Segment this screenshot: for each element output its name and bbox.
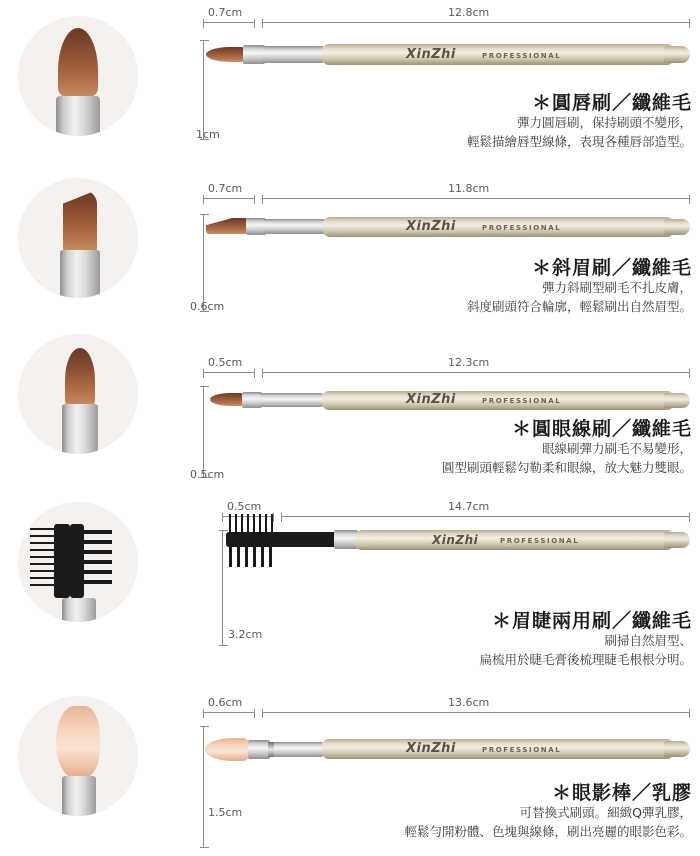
brush-hair-closeup (58, 28, 98, 98)
closeup-image (18, 334, 138, 454)
product-round-lip-brush (0, 0, 700, 168)
comb-tooth (265, 514, 267, 534)
dim-head-line (203, 198, 255, 199)
desc-line-2: 斜度刷頭符合輪廓，輕鬆刷出自然眉型。 (466, 299, 692, 314)
dim-head-line (203, 22, 255, 23)
bristle-row (82, 570, 112, 574)
bristle-row (82, 580, 112, 584)
product-title: ＊圓眼線刷／纖維毛 (511, 418, 692, 440)
brush-ferrule-closeup (60, 250, 100, 298)
brush-ferrule-taper (264, 219, 326, 234)
product-brow-lash-dual-brush (0, 488, 700, 682)
brush-hair-closeup (63, 190, 97, 252)
closeup-round-eyeliner-brush (18, 334, 138, 454)
bristle-row (82, 560, 112, 564)
bristle-row (253, 545, 256, 567)
brush-ferrule-taper (260, 393, 324, 407)
brush-ferrule-taper (274, 742, 324, 757)
desc-line-1: 彈力圓唇刷，保持刷頭不變形， (516, 115, 692, 130)
comb-tooth (30, 556, 56, 558)
product-description (479, 631, 692, 669)
brush-handle-tip (664, 219, 690, 235)
dim-length-line (262, 22, 690, 23)
brand-sub-label: PROFESSIONAL (482, 224, 562, 232)
comb-tooth (30, 584, 56, 586)
brush-ferrule (248, 740, 270, 759)
dim-height-label: 0.5cm (190, 468, 225, 481)
brush-handle-tip (664, 46, 690, 63)
brand-logo: XinZhi (406, 392, 456, 407)
closeup-image (18, 502, 138, 622)
closeup-image (18, 16, 138, 136)
brush-hair (210, 393, 244, 406)
product-description (442, 439, 692, 477)
sponge-tip (205, 738, 251, 761)
comb-tooth (30, 528, 56, 530)
product-eyeshadow-sponge-applicator (0, 682, 700, 856)
dim-height-line (203, 386, 204, 478)
product-title: ＊眉睫兩用刷／纖維毛 (491, 610, 692, 632)
closeup-angled-brow-brush (18, 178, 138, 298)
dim-height-label: 0.6cm (190, 300, 225, 313)
dim-height-label: 1.5cm (208, 806, 243, 819)
brand-logo: XinZhi (432, 533, 479, 547)
comb-tooth (30, 535, 56, 537)
comb-tooth (235, 514, 237, 534)
dim-head-label: 0.7cm (208, 182, 243, 195)
desc-line-2: 圓型刷頭輕鬆勾勒柔和眼線，放大魅力雙眼。 (441, 460, 692, 475)
product-title: ＊斜眉刷／纖維毛 (531, 257, 692, 279)
desc-line-1: 彈力斜刷型刷毛不扎皮膚， (541, 280, 692, 295)
bristle-row (82, 540, 112, 544)
comb-tooth (30, 563, 56, 565)
bristle-row (229, 545, 232, 567)
brush-hair-closeup (65, 348, 95, 406)
brush-handle-tip (664, 532, 690, 548)
brush-handle-tip (664, 393, 690, 408)
brush-hair (206, 218, 248, 234)
dim-head-line (203, 712, 255, 713)
desc-line-2: 輕鬆描繪唇型線條，表現各種唇部造型。 (466, 134, 692, 149)
closeup-image (18, 696, 138, 816)
dim-length-label: 14.7cm (448, 500, 490, 513)
product-description (467, 113, 692, 151)
dim-height-line (222, 530, 223, 646)
closeup-round-lip-brush (18, 16, 138, 136)
comb-neck (285, 532, 337, 547)
dim-length-label: 12.3cm (448, 356, 490, 369)
brush-ferrule (243, 45, 265, 64)
brush-hair (206, 47, 246, 62)
brush-ferrule-closeup (62, 404, 98, 454)
brush-ferrule (242, 392, 262, 408)
product-title: ＊眼影棒／乳膠 (551, 782, 692, 804)
desc-line-1: 眼線刷彈力刷毛不易變形， (541, 441, 692, 456)
brush-ferrule (246, 218, 266, 235)
product-description (467, 278, 692, 316)
comb-tooth (30, 549, 56, 551)
brush-ferrule-closeup (62, 598, 96, 622)
bristle-row (269, 545, 272, 567)
comb-tooth (241, 514, 243, 534)
comb-tooth (229, 514, 231, 534)
comb-tooth (30, 577, 56, 579)
dim-length-line (262, 372, 690, 373)
bristle-row (237, 545, 240, 567)
bristle-row (261, 545, 264, 567)
dim-length-line (262, 712, 690, 713)
dim-length-line (281, 516, 690, 517)
bristle-row (245, 545, 248, 567)
comb-tooth (271, 514, 273, 534)
brush-ferrule-taper (263, 46, 325, 63)
dim-length-line (262, 198, 690, 199)
comb-tooth (30, 570, 56, 572)
closeup-image (18, 178, 138, 298)
dim-height-line (203, 40, 204, 140)
dim-head-label: 0.5cm (227, 500, 262, 513)
dim-head-label: 0.5cm (208, 356, 243, 369)
dim-height-line (203, 726, 204, 848)
product-angled-brow-brush (0, 168, 700, 322)
closeup-brow-lash-dual-brush (18, 502, 138, 622)
dim-height-line (203, 214, 204, 312)
desc-line-1: 可替換式刷頭。細緻Q彈乳膠， (519, 805, 692, 820)
desc-line-2: 輕鬆勻開粉體、色塊與線條，刷出亮麗的眼影色彩。 (404, 824, 692, 839)
brand-logo: XinZhi (406, 47, 456, 62)
dim-height-label: 3.2cm (228, 628, 263, 641)
dim-length-label: 13.6cm (448, 696, 490, 709)
comb-spine (54, 524, 70, 598)
dim-head-line (203, 372, 255, 373)
bristle-row (82, 550, 112, 554)
brand-sub-label: PROFESSIONAL (482, 746, 562, 754)
brand-logo: XinZhi (406, 219, 456, 234)
comb-spine (226, 532, 288, 547)
brand-sub-label: PROFESSIONAL (482, 397, 562, 405)
comb-tooth (253, 514, 255, 534)
product-round-eyeliner-brush (0, 322, 700, 488)
brush-ferrule-closeup (56, 96, 100, 136)
comb-tooth (247, 514, 249, 534)
brush-ferrule-closeup (62, 776, 96, 816)
dim-head-label: 0.6cm (208, 696, 243, 709)
dim-length-label: 12.8cm (448, 6, 490, 19)
comb-tooth (30, 542, 56, 544)
dim-head-label: 0.7cm (208, 6, 243, 19)
bristle-row (82, 530, 112, 534)
closeup-eyeshadow-sponge-applicator (18, 696, 138, 816)
dim-height-label: 1cm (196, 128, 220, 141)
desc-line-2: 扁梳用於睫毛膏後梳理睫毛根根分明。 (479, 652, 692, 667)
brand-sub-label: PROFESSIONAL (500, 537, 580, 545)
comb-tooth (259, 514, 261, 534)
brand-logo: XinZhi (406, 741, 456, 756)
product-title: ＊圓唇刷／纖維毛 (531, 92, 692, 114)
desc-line-1: 刷掃自然眉型、 (604, 633, 692, 648)
dim-length-label: 11.8cm (448, 182, 490, 195)
sponge-tip-closeup (56, 706, 100, 778)
product-description (404, 803, 692, 841)
brand-sub-label: PROFESSIONAL (482, 52, 562, 60)
brush-handle-tip (664, 741, 690, 757)
